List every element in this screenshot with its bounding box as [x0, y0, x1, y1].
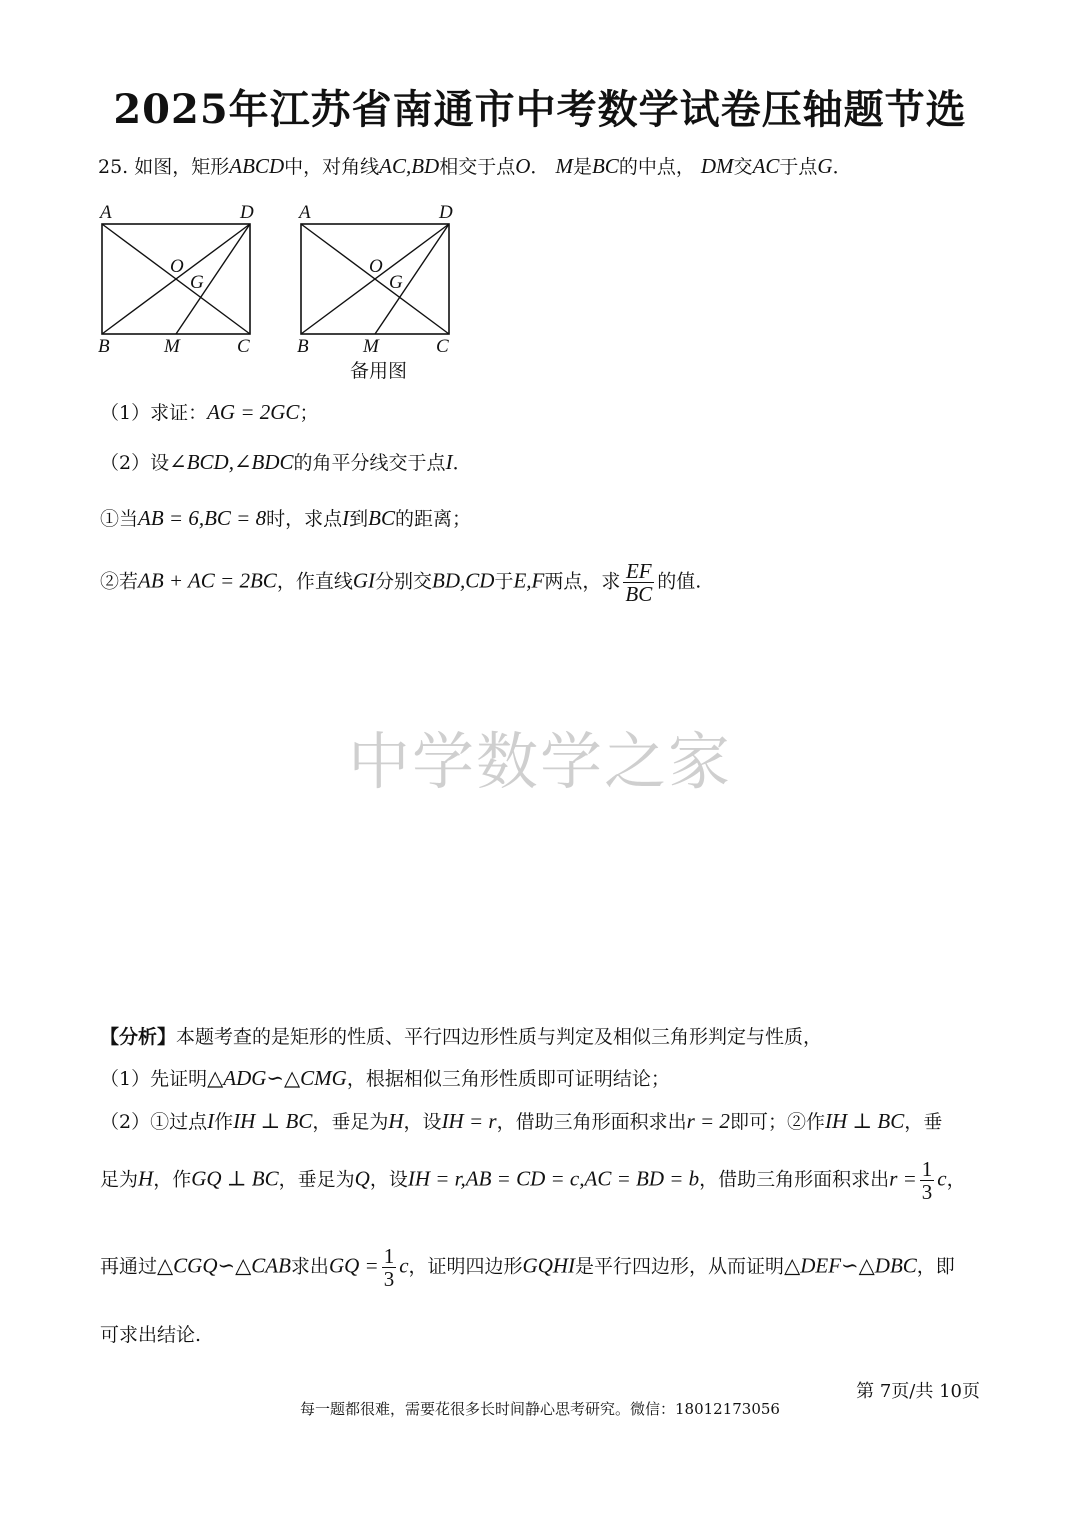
analysis-line-6: 可求出结论.	[100, 1324, 202, 1346]
figure-main	[98, 202, 254, 357]
label-d: D	[439, 202, 453, 223]
page-number: 第 7页/共 10页	[856, 1381, 980, 1402]
part-2-sub-1: ①当AB = 6,BC = 8时，求点I到BC的距离；	[100, 506, 471, 530]
analysis-line-4: 足为H，作GQ ⊥ BC，垂足为Q，设IH = r,AB = CD = c,AC = BD = b，借助三角形面积求出r = $\frac{1}{3}$ c，	[100, 1157, 966, 1205]
part-2: （2）设∠BCD,∠BDC的角平分线交于点I．	[100, 450, 472, 474]
label-a: A	[299, 202, 311, 223]
analysis-heading: 【分析】	[100, 1026, 177, 1048]
fraction-ef-bc: $\frac{EF}{BC}$	[625, 559, 653, 607]
label-d: D	[240, 202, 254, 223]
analysis-line-3: （2）①过点I作IH ⊥ BC，垂足为H，设IH = r，借助三角形面积求出r = 2即可；②作IH ⊥ BC，垂	[100, 1109, 943, 1133]
watermark: 中学数学之家	[347, 725, 732, 798]
label-b: B	[297, 336, 309, 357]
geometry-figures	[90, 198, 470, 358]
label-g: G	[389, 272, 403, 293]
fraction-one-third: $\frac{1}{3}$	[921, 1157, 933, 1205]
label-b: B	[98, 336, 110, 357]
analysis-line-5: 再通过△CGQ∽△CAB求出GQ = $\frac{1}{3}$ c，证明四边形GQHI是平行四边形，从而证明△DEF∽△DBC，即	[100, 1244, 955, 1292]
analysis-line-1: 【分析】本题考查的是矩形的性质、平行四边形性质与判定及相似三角形判定与性质，	[100, 1026, 823, 1048]
label-o: O	[369, 256, 383, 277]
label-c: C	[237, 336, 250, 357]
figure-caption: 备用图	[350, 360, 408, 382]
problem-intro: 25. 如图，矩形ABCD中，对角线AC,BD相交于点O． M是BC的中点， DM交AC于点G．	[98, 154, 852, 178]
label-c: C	[436, 336, 449, 357]
part-2-sub-2: ②若AB + AC = 2BC，作直线GI分别交BD,CD于E,F两点，求 $\frac{EF}{BC}$ 的值.	[100, 559, 702, 607]
label-g: G	[190, 272, 204, 293]
figure-backup	[297, 202, 453, 357]
label-o: O	[170, 256, 184, 277]
fraction-one-third: $\frac{1}{3}$	[383, 1244, 395, 1292]
footer-note: 每一题都很难，需要花很多长时间静心思考研究。微信：18012173056	[300, 1400, 780, 1418]
part-1: （1）求证：AG = 2GC；	[100, 400, 319, 424]
label-a: A	[100, 202, 112, 223]
label-m: M	[164, 336, 180, 357]
label-m: M	[363, 336, 379, 357]
analysis-line-2: （1）先证明△ADG∽△CMG，根据相似三角形性质即可证明结论；	[100, 1066, 670, 1090]
page-title: 2025年江苏省南通市中考数学试卷压轴题节选	[113, 86, 967, 133]
problem-number: 25.	[98, 156, 129, 178]
